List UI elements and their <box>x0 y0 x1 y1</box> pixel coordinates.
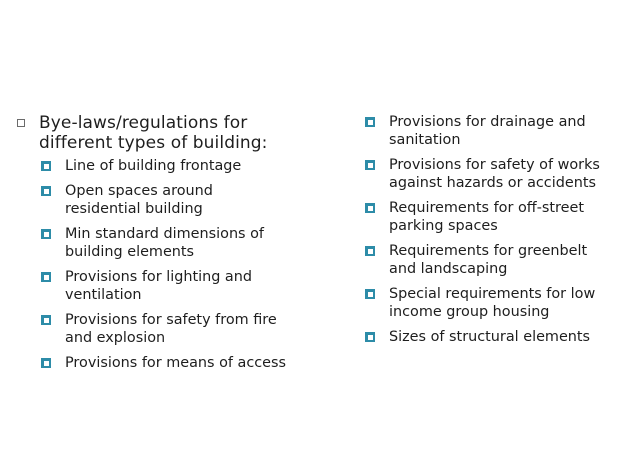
list-item <box>41 182 316 218</box>
list-item <box>41 225 316 261</box>
heading-line-2: different types of building: <box>39 133 268 153</box>
list-item-line-1: Provisions for safety of works <box>389 157 600 173</box>
right-bullet-list <box>365 113 627 346</box>
list-item-line-1: Provisions for drainage and <box>389 114 586 130</box>
list-item <box>365 328 627 346</box>
list-item <box>365 285 627 321</box>
square-bullet-icon <box>41 358 51 368</box>
list-item-line-2: and explosion <box>65 330 166 346</box>
list-item <box>41 268 316 304</box>
square-bullet-icon <box>41 272 51 282</box>
list-item-line-2: building elements <box>65 244 195 260</box>
left-column <box>16 113 316 379</box>
list-item-line-1: Open spaces around <box>65 183 213 199</box>
section-heading <box>16 113 316 153</box>
list-item-line-1: Provisions for lighting and <box>65 269 252 285</box>
heading-line-1: Bye-laws/regulations for <box>39 113 248 133</box>
square-bullet-icon <box>41 161 51 171</box>
square-bullet-icon <box>365 289 375 299</box>
list-item <box>41 157 316 175</box>
list-item <box>41 354 316 372</box>
right-column <box>365 113 627 353</box>
list-item-line-2: residential building <box>65 201 203 217</box>
square-bullet-icon <box>41 186 51 196</box>
list-item <box>365 113 627 149</box>
list-item-line-1: Min standard dimensions of <box>65 226 265 242</box>
list-item-line-1: Provisions for safety from fire <box>65 312 277 328</box>
list-item <box>365 156 627 192</box>
list-item <box>365 199 627 235</box>
left-bullet-list <box>16 157 316 372</box>
square-bullet-icon <box>41 229 51 239</box>
square-bullet-icon <box>365 160 375 170</box>
square-bullet-icon <box>365 332 375 342</box>
list-item-line-2: parking spaces <box>389 218 498 234</box>
list-item-line-2: and landscaping <box>389 261 508 277</box>
list-item-line-1: Sizes of structural elements <box>389 329 591 345</box>
list-item-line-1: Requirements for off-street <box>389 200 584 216</box>
list-item-line-1: Line of building frontage <box>65 158 242 174</box>
list-item-line-1: Requirements for greenbelt <box>389 243 588 259</box>
list-item <box>41 311 316 347</box>
list-item-line-2: sanitation <box>389 132 461 148</box>
list-item <box>365 242 627 278</box>
list-item-line-1: Special requirements for low <box>389 286 596 302</box>
hollow-square-bullet-icon <box>17 119 25 127</box>
heading-text <box>39 113 316 153</box>
square-bullet-icon <box>365 246 375 256</box>
list-item-line-2: against hazards or accidents <box>389 175 596 191</box>
list-item-line-1: Provisions for means of access <box>65 355 287 371</box>
square-bullet-icon <box>365 203 375 213</box>
list-item-line-2: income group housing <box>389 304 550 320</box>
square-bullet-icon <box>41 315 51 325</box>
list-item-line-2: ventilation <box>65 287 142 303</box>
square-bullet-icon <box>365 117 375 127</box>
